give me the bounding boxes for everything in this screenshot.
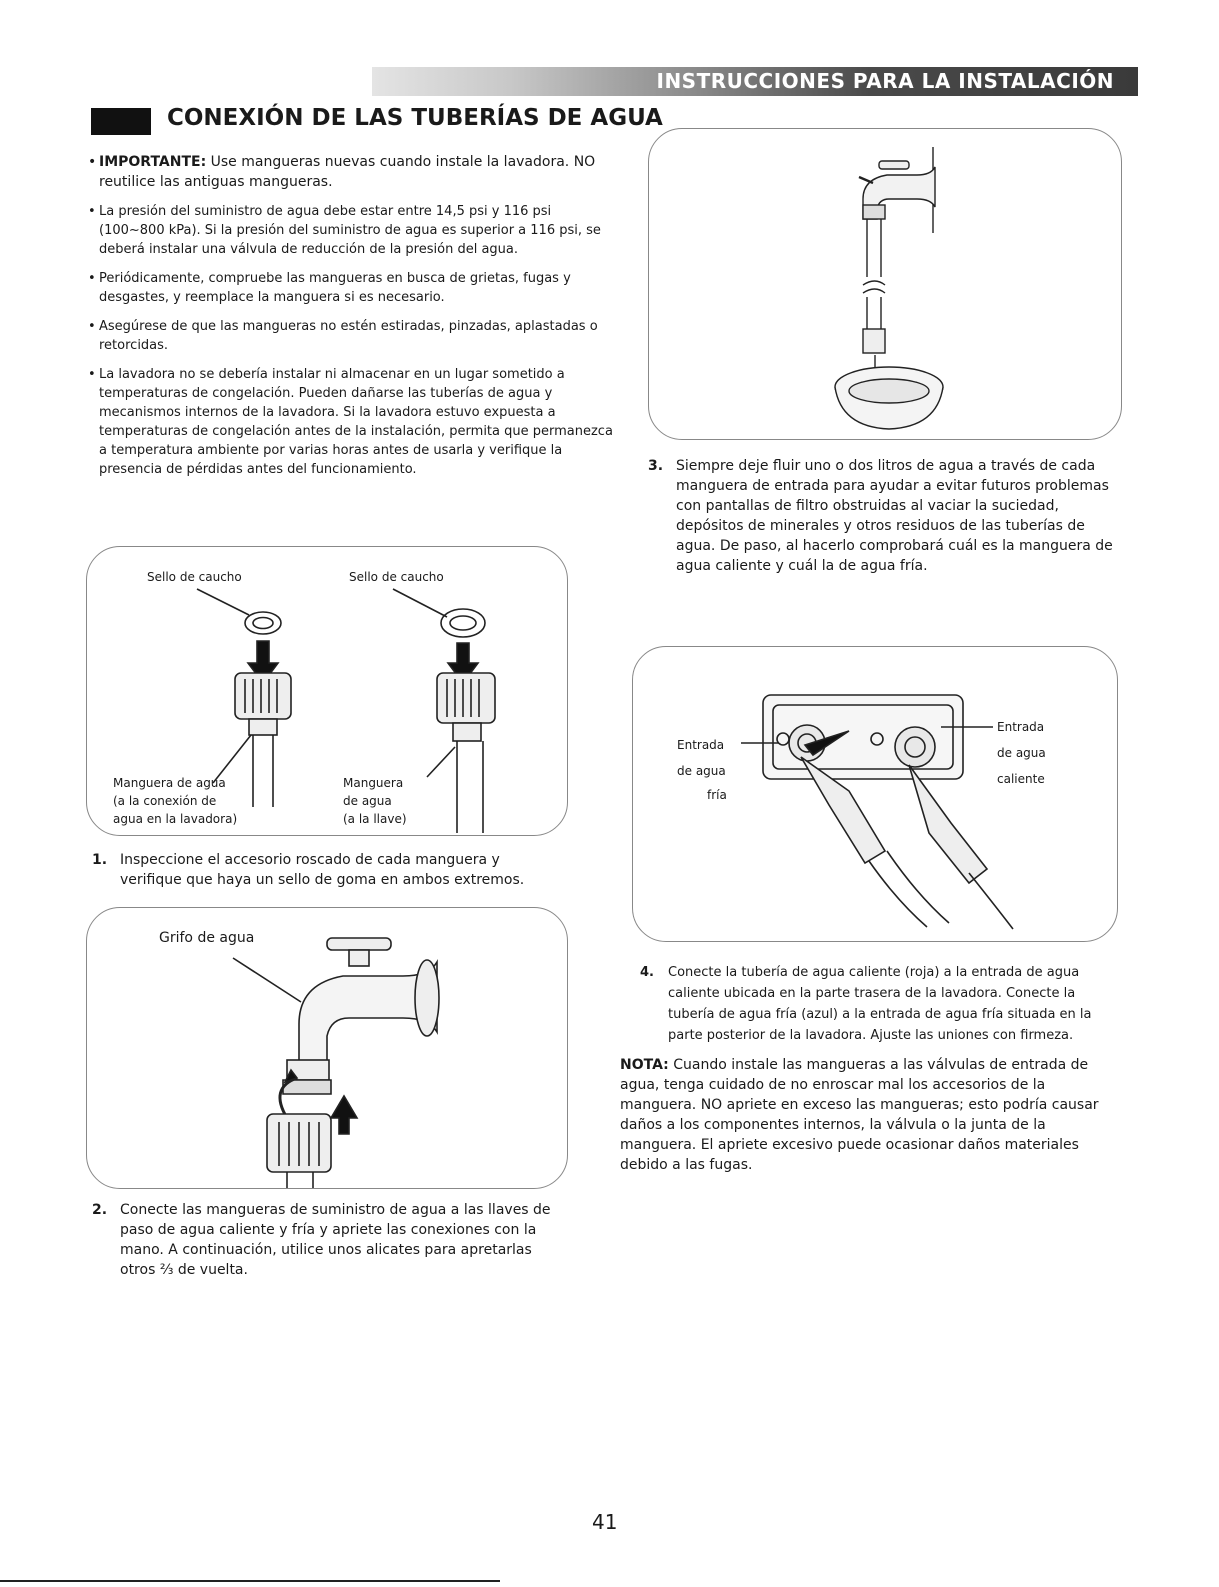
figure-rubber-seals: [86, 546, 568, 836]
seal-label-right: Sello de caucho: [349, 570, 444, 584]
banner-text: INSTRUCCIONES PARA LA INSTALACIÓN: [656, 69, 1114, 93]
hose-left-label-3: agua en la lavadora): [113, 812, 238, 826]
faucet-label: Grifo de agua: [159, 930, 255, 946]
hose-left-label-2: (a la conexión de: [113, 794, 217, 808]
section-banner: [372, 67, 1138, 96]
footer-rule: [0, 1580, 500, 1582]
hot-inlet-label-2: de agua: [997, 746, 1046, 760]
step-2-text: Conecte las mangueras de suministro de agua a las llaves de paso de agua caliente y fría y apriete las conexiones con la mano. A continuación, utilice unos alicates para apretarlas otros ⅔ de vuelta.: [120, 1202, 551, 1278]
step-4-number: 4.: [640, 965, 654, 980]
step-3-text: Siempre deje fluir uno o dos litros de agua a través de cada manguera de entrada para ayudar a evitar futuros problemas con pantallas de filtro obstruidas al vaciar la suciedad, depósitos de minerales y otros residuos de las tuberías de agua. De paso, al hacerlo comprobará cuál es la manguera de agua caliente y cuál la de agua fría.: [676, 458, 1113, 574]
hot-inlet-label-1: Entrada: [997, 720, 1045, 734]
hose-right-label-1: Manguera: [343, 776, 404, 790]
cold-inlet-label-3: fría: [707, 788, 727, 802]
important-label: IMPORTANTE:: [99, 154, 207, 170]
step-3-number: 3.: [648, 458, 664, 474]
note-text: Cuando instale las mangueras a las válvulas de entrada de agua, tenga cuidado de no enroscar mal los accesorios de la manguera. NO apriete en exceso las mangueras; esto podría causar daños a los componentes internos, la válvula o la junta de la manguera. El apriete excesivo puede ocasionar daños materiales debido a las fugas.: [620, 1057, 1099, 1173]
hose-left-label-1: Manguera de agua: [113, 776, 226, 790]
bullet-freezing: • La lavadora no se debería instalar ni almacenar en un lugar sometido a temperaturas de congelación. Pueden dañarse las tuberías de agua y mecanismos internos de la lavadora. Si la lavadora estuvo expuesta a temperaturas de congelación antes de la instalación, permita que permanezca a temperatura ambiente por varias horas antes de usarla y verifique la presencia de pérdidas antes del funcionamiento.: [88, 365, 618, 479]
hose-right-label-2: de agua: [343, 794, 392, 808]
step-2-number: 2.: [92, 1202, 108, 1218]
bullet-inspect: • Periódicamente, compruebe las mangueras en busca de grietas, fugas y desgastes, y reemplace la manguera si es necesario.: [88, 269, 618, 307]
installation-note: [620, 1055, 1120, 1175]
page-number: 41: [592, 1510, 618, 1534]
important-text: Use mangueras nuevas cuando instale la lavadora. NO reutilice las antiguas mangueras.: [99, 154, 596, 190]
bullet-not-stretched: • Asegúrese de que las mangueras no estén estiradas, pinzadas, aplastadas o retorcidas.: [88, 317, 618, 355]
figure-flush-hose: [648, 128, 1122, 440]
step-1-text: Inspeccione el accesorio roscado de cada manguera y verifique que haya un sello de goma en ambos extremos.: [120, 852, 525, 888]
figure-water-inlets: [632, 646, 1118, 942]
step-1-number: 1.: [92, 852, 108, 868]
cold-inlet-label-1: Entrada: [677, 738, 725, 752]
title-marker-block: [91, 108, 151, 135]
figure-faucet: [86, 907, 568, 1189]
cold-inlet-label-2: de agua: [677, 764, 726, 778]
step-4-text: Conecte la tubería de agua caliente (roja) a la entrada de agua caliente ubicada en la parte trasera de la lavadora. Conecte la tubería de agua fría (azul) a la entrada de agua fría situada en la parte posterior de la lavadora. Ajuste las uniones con firmeza.: [668, 965, 1092, 1043]
flush-illustration: [649, 129, 1121, 439]
seal-label-left: Sello de caucho: [147, 570, 242, 584]
bullet-pressure: • La presión del suministro de agua debe estar entre 14,5 psi y 116 psi (100~800 kPa). Si la presión del suministro de agua es superior a 116 psi, se deberá instalar una válvula de reducción de la presión del agua.: [88, 202, 618, 259]
faucet-illustration: [87, 908, 567, 1188]
bullet-important: [88, 152, 618, 192]
important-notes-list: [88, 152, 618, 489]
inlet-illustration: [633, 647, 1117, 941]
hose-right-label-3: (a la llave): [343, 812, 407, 826]
note-label: NOTA:: [620, 1057, 669, 1073]
hot-inlet-label-3: caliente: [997, 772, 1045, 786]
section-title: CONEXIÓN DE LAS TUBERÍAS DE AGUA: [167, 105, 663, 131]
